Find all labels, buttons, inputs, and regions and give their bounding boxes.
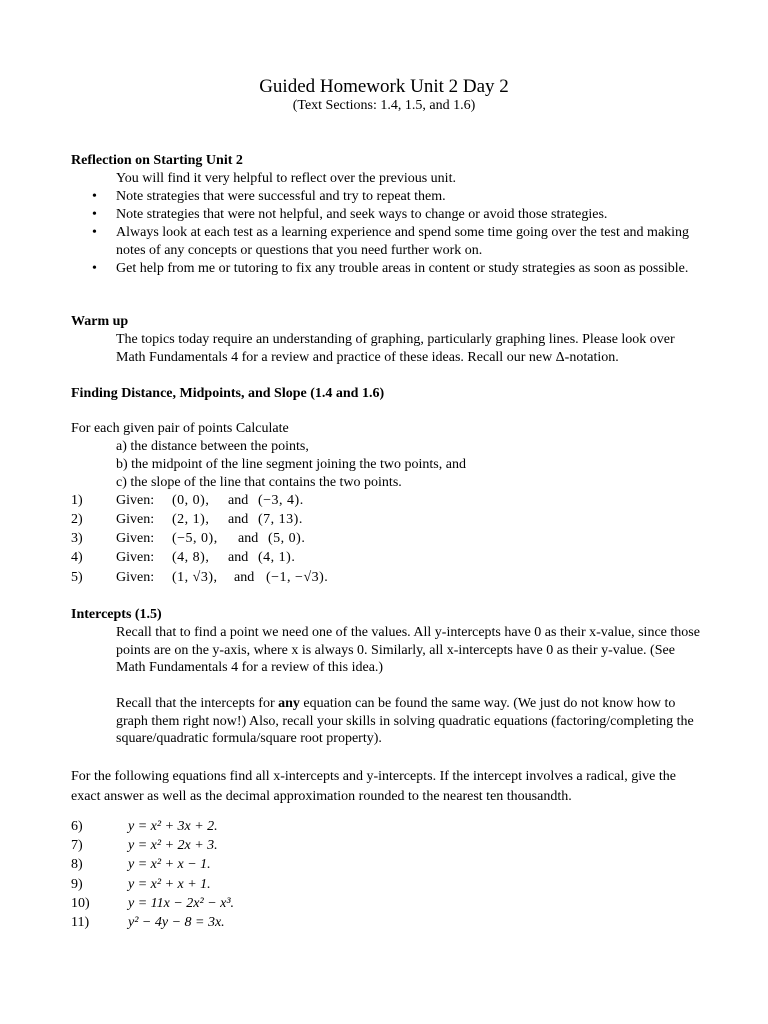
reflection-intro: You will find it very helpful to reflect over the previous unit.	[116, 171, 456, 186]
para2-text-b: equation can be found the same way. (We just do not know how to graph them right now!) Also, recall your skills in solving quadratic equations (factoring/completing the square/quadratic formula/square root property).	[116, 696, 694, 746]
reflection-bullet: Note strategies that were not helpful, and seek ways to change or avoid those strategies.	[116, 207, 608, 222]
bullet-icon: •	[92, 189, 97, 204]
para2-emphasis: any	[278, 696, 300, 711]
equation-number: 10)	[71, 896, 90, 911]
equation: y = x² + 3x + 2.	[128, 819, 218, 834]
equation: y² − 4y − 8 = 3x.	[128, 915, 225, 930]
warmup-text: The topics today require an understanding of graphing, particularly graphing lines. Please look over Math Fundamentals 4 for a review and practice of these ideas. Recall our new Δ-notation.	[116, 332, 675, 365]
problem-number: 5)	[71, 570, 83, 585]
reflection-bullet: Get help from me or tutoring to fix any trouble areas in content or study strategies as soon as possible.	[116, 261, 689, 276]
reflection-bullet: Always look at each test as a learning experience and spend some time going over the test and making notes of any concepts or questions that you need further work on.	[116, 225, 690, 258]
equation-number: 7)	[71, 838, 83, 853]
point-1: (2, 1),	[172, 512, 210, 527]
point-1: (4, 8),	[172, 550, 210, 565]
given-label: Given:	[116, 531, 155, 546]
equation: y = x² + 2x + 3.	[128, 838, 218, 853]
problem-number: 1)	[71, 493, 83, 508]
distance-intro: For each given pair of points Calculate	[71, 421, 289, 436]
problem-number: 2)	[71, 512, 83, 527]
and-label: and	[228, 550, 249, 565]
point-2: (7, 13).	[258, 512, 303, 527]
equation: y = x² + x + 1.	[128, 877, 211, 892]
bullet-icon: •	[92, 207, 97, 222]
distance-part: c) the slope of the line that contains the two points.	[116, 475, 402, 490]
reflection-heading: Reflection on Starting Unit 2	[71, 153, 243, 168]
and-label: and	[234, 570, 255, 585]
equation: y = x² + x − 1.	[128, 857, 211, 872]
and-label: and	[228, 512, 249, 527]
given-label: Given:	[116, 493, 155, 508]
problem-number: 4)	[71, 550, 83, 565]
point-1: (−5, 0),	[172, 531, 218, 546]
warmup-heading: Warm up	[71, 314, 129, 329]
point-2: (−3, 4).	[258, 493, 304, 508]
page-subtitle: (Text Sections: 1.4, 1.5, and 1.6)	[292, 98, 476, 113]
point-1: (0, 0),	[172, 493, 210, 508]
distance-part: a) the distance between the points,	[116, 439, 309, 454]
point-1: (1, √3),	[172, 570, 218, 585]
and-label: and	[228, 493, 249, 508]
intercepts-instructions: For the following equations find all x-intercepts and y-intercepts. If the intercept involves a radical, give the exact answer as well as the decimal approximation rounded to the nearest ten thousandth.	[71, 769, 676, 804]
intercepts-heading: Intercepts (1.5)	[71, 607, 162, 622]
given-label: Given:	[116, 570, 155, 585]
equation: y = 11x − 2x² − x³.	[128, 896, 235, 911]
point-2: (−1, −√3).	[266, 570, 329, 585]
distance-part: b) the midpoint of the line segment joining the two points, and	[116, 457, 466, 472]
intercepts-paragraph-2	[116, 695, 702, 748]
bullet-icon: •	[92, 261, 97, 276]
page-title: Guided Homework Unit 2 Day 2	[259, 76, 509, 97]
equation-number: 9)	[71, 877, 83, 892]
equation-number: 6)	[71, 819, 83, 834]
equation-number: 8)	[71, 857, 83, 872]
given-label: Given:	[116, 550, 155, 565]
intercepts-paragraph-1: Recall that to find a point we need one of the values. All y-intercepts have 0 as their x-value, since those points are on the y-axis, where x is always 0. Similarly, all x-intercepts have 0 as their y-value. (See Math Fundamentals 4 for a review of this idea.)	[116, 625, 700, 675]
bullet-icon: •	[92, 225, 97, 240]
and-label: and	[238, 531, 259, 546]
reflection-bullet: Note strategies that were successful and try to repeat them.	[116, 189, 446, 204]
equation-number: 11)	[71, 915, 90, 930]
given-label: Given:	[116, 512, 155, 527]
para2-text-a: Recall that the intercepts for	[116, 696, 279, 711]
problem-number: 3)	[71, 531, 83, 546]
point-2: (5, 0).	[268, 531, 306, 546]
point-2: (4, 1).	[258, 550, 296, 565]
distance-heading: Finding Distance, Midpoints, and Slope (1.4 and 1.6)	[71, 386, 385, 401]
